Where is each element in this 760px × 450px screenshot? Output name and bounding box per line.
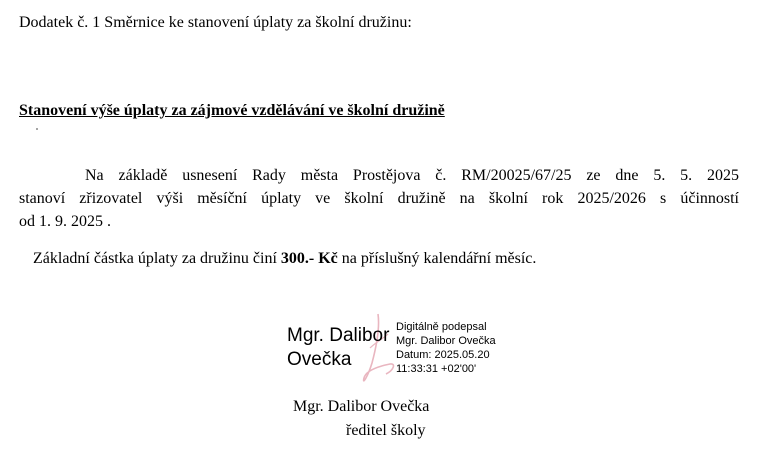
appendix-title: Dodatek č. 1 Směrnice ke stanovení úplaty za školní družinu: — [19, 14, 412, 31]
signature-details — [396, 320, 496, 376]
signature-detail-line: 11:33:31 +02'00' — [396, 363, 477, 375]
fee-sentence — [33, 249, 536, 269]
paragraph-line-1: Na základě usnesení Rady města Prostějova č. RM/20025/67/25 ze dne 5. 5. 2025 — [85, 167, 739, 184]
paragraph-line-2: stanoví zřizovatel výši měsíční úplaty ve školní družině na školní rok 2025/2026 s účinností — [19, 190, 739, 207]
signature-name-line2: Ovečka — [287, 349, 352, 370]
printed-name: Mgr. Dalibor Ovečka — [293, 398, 430, 415]
fee-sentence-prefix: Základní částka úplaty za družinu činí — [33, 250, 281, 267]
signature-detail-line: Mgr. Dalibor Ovečka — [396, 335, 496, 347]
signature-name-line1: Mgr. Dalibor — [287, 325, 390, 346]
section-heading: Stanovení výše úplaty za zájmové vzdělávání ve školní družině — [19, 102, 445, 119]
signature-detail-line: Digitálně podepsal — [396, 321, 487, 333]
signatory-role: ředitel školy — [346, 422, 426, 439]
signature-detail-line: Datum: 2025.05.20 — [396, 349, 490, 361]
resolution-paragraph — [19, 164, 739, 233]
paragraph-line-3: od 1. 9. 2025 . — [19, 213, 111, 230]
fee-amount: 300.- Kč — [280, 250, 338, 267]
fee-sentence-suffix: na příslušný kalendářní měsíc. — [337, 250, 537, 267]
scan-dot-mark — [36, 128, 38, 130]
